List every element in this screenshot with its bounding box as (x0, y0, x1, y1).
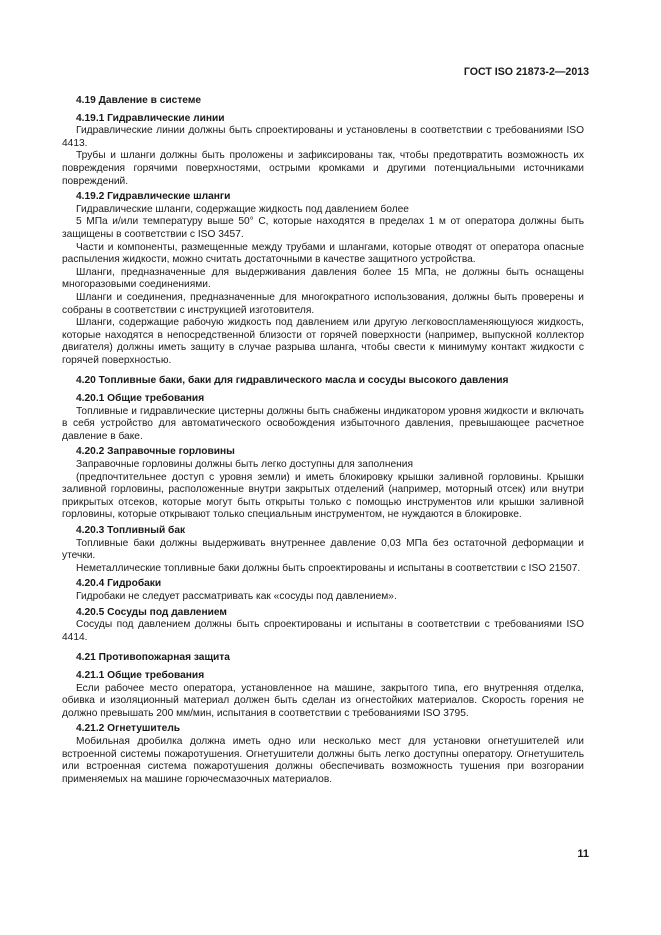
section-heading: 4.19 Давление в системе (76, 95, 202, 106)
paragraph: (предпочтительнее доступ с уровня земли) и иметь блокировку крышки заливной горловины. Крышки заливной горловины, расположенные внутри закрытых отделений (например, моторный отсек) или внутри прикрытых отсеков, которые могут быть открыты только с помощью инструментов или крышки заливной горловины, которые открывают только специальным инструментом, не нуждаются в блокировке. (62, 471, 584, 521)
paragraph: 5 МПа и/или температуру выше 50° С, которые находятся в пределах 1 м от оператора должны быть защищены в соответствии с ISO 3457. (62, 216, 584, 240)
paragraph: Гидравлические линии должны быть спроектированы и установлены в соответствии с требованиями ISO 4413. (62, 125, 584, 149)
paragraph: Трубы и шланги должны быть проложены и зафиксированы так, чтобы предотвратить возможность их повреждения горячими поверхностями, острыми кромками и другими потенциальными источниками повреждений. (62, 150, 584, 187)
page-number: 11 (577, 848, 589, 860)
paragraph: Части и компоненты, размещенные между трубами и шлангами, которые отводят от оператора опасные распыления жидкости, можно считать достаточными в качестве защитного устройства. (62, 241, 584, 266)
paragraph: Топливные баки должны выдерживать внутреннее давление 0,03 МПа без остаточной деформации и утечки. (62, 537, 584, 562)
subsection-heading: 4.19.1 Гидравлические линии (76, 112, 225, 124)
subsection-heading: 4.20.5 Сосуды под давлением (76, 606, 227, 618)
section-heading: 4.20 Топливные баки, баки для гидравлического масла и сосуды высокого давления (76, 375, 509, 387)
document-header: ГОСТ ISO 21873-2—2013 (463, 66, 589, 78)
paragraph: Шланги, содержащие рабочую жидкость под давлением или другую легковоспламеняющуюся жидкость, которые находятся в непосредственной близости от горячей поверхности (например, выпускной коллектор двигателя) должны иметь защиту в случае разрыва шланга, чтобы свести к минимуму контакт жидкости с горячей поверхностью. (62, 317, 584, 366)
subsection-heading: 4.20.1 Общие требования (76, 393, 205, 405)
paragraph: Сосуды под давлением должны быть спроектированы и испытаны в соответствии с требованиями ISO 4414. (62, 619, 584, 643)
paragraph: Гидробаки не следует рассматривать как «сосуды под давлением». (76, 590, 397, 602)
subsection-heading: 4.21.2 Огнетушитель (76, 723, 181, 735)
subsection-heading: 4.19.2 Гидравлические шланги (76, 191, 231, 203)
paragraph: Если рабочее место оператора, установленное на машине, закрытого типа, его внутренняя отделка, обивка и изоляционный материал должен быть сделан из огнестойких материалов. Скорость горения не должно превышать 200 мм/мин, испытания в соответствии с требованиями ISO 3795. (62, 682, 584, 719)
paragraph: Топливные и гидравлические цистерны должны быть снабжены индикатором уровня жидкости и включать в себя устройство для автоматического освобождения избыточного давления, превышающее расчетное давление в баке. (62, 405, 584, 442)
paragraph: Шланги, предназначенные для выдерживания давления более 15 МПа, не должны быть оснащены многоразовыми соединениями. (62, 266, 584, 291)
subsection-heading: 4.20.4 Гидробаки (76, 578, 162, 590)
paragraph: Гидравлические шланги, содержащие жидкость под давлением более (76, 203, 409, 215)
paragraph: Заправочные горловины должны быть легко доступны для заполнения (76, 459, 413, 471)
document-body (62, 95, 584, 786)
paragraph: Шланги и соединения, предназначенные для многократного использования, должны быть проверены и собраны в соответствии с инструкцией изготовителя. (62, 291, 584, 316)
section-heading: 4.21 Противопожарная защита (76, 652, 230, 664)
subsection-heading: 4.20.3 Топливный бак (76, 525, 186, 536)
subsection-heading: 4.21.1 Общие требования (76, 669, 205, 681)
paragraph: Неметаллические топливные баки должны быть спроектированы и испытаны в соответствии с ISO 21507. (76, 562, 581, 574)
paragraph: Мобильная дробилка должна иметь одно или несколько мест для установки огнетушителей или встроенной системы пожаротушения. Огнетушители должны быть легко доступны оператору. Огнетушитель или встроенная система пожаротушения должны обеспечивать возможность тушения при возгорании применяемых на машине горючесмазочных материалов. (62, 735, 584, 785)
subsection-heading: 4.20.2 Заправочные горловины (76, 446, 235, 458)
